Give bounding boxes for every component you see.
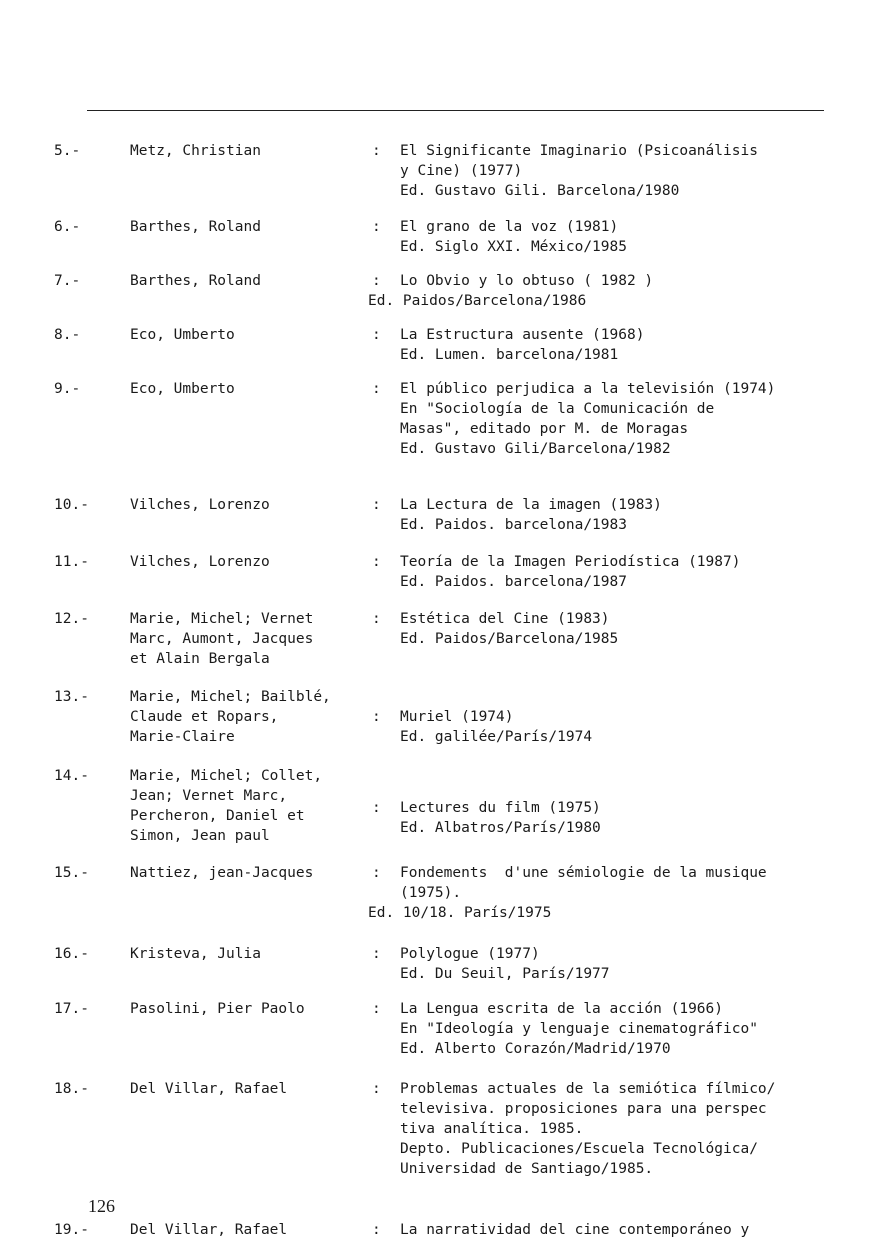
work-line: El grano de la voz (1981) bbox=[400, 219, 619, 235]
author-line: Simon, Jean paul bbox=[130, 828, 270, 844]
author-line: Del Villar, Rafael bbox=[130, 1081, 288, 1097]
reference-number: 5.- bbox=[54, 143, 81, 159]
reference-work bbox=[400, 1079, 860, 1179]
colon-separator: : bbox=[372, 497, 381, 513]
reference-author bbox=[130, 217, 370, 237]
reference-work bbox=[400, 999, 860, 1059]
author-line: Eco, Umberto bbox=[130, 381, 235, 397]
work-line: Ed. Paidos. barcelona/1987 bbox=[400, 574, 627, 590]
work-line: El público perjudica a la televisión (1974) bbox=[400, 381, 776, 397]
colon-separator: : bbox=[372, 1222, 381, 1238]
reference-author bbox=[130, 609, 370, 669]
reference-number: 6.- bbox=[54, 219, 81, 235]
colon-separator: : bbox=[372, 865, 381, 881]
author-line: Marie-Claire bbox=[130, 729, 235, 745]
work-line: Estética del Cine (1983) bbox=[400, 611, 610, 627]
work-line: Ed. Du Seuil, París/1977 bbox=[400, 966, 610, 982]
colon-separator: : bbox=[372, 1081, 381, 1097]
colon-separator: : bbox=[372, 143, 381, 159]
work-line: Ed. Gustavo Gili/Barcelona/1982 bbox=[400, 441, 671, 457]
colon-separator: : bbox=[372, 709, 381, 725]
work-line: Ed. Gustavo Gili. Barcelona/1980 bbox=[400, 183, 680, 199]
work-line: Masas", editado por M. de Moragas bbox=[400, 421, 689, 437]
colon-separator: : bbox=[372, 946, 381, 962]
work-line: En "Ideología y lenguaje cinematográfico" bbox=[400, 1021, 758, 1037]
colon-separator: : bbox=[372, 273, 381, 289]
work-line: La Lectura de la imagen (1983) bbox=[400, 497, 662, 513]
work-line: Fondements d'une sémiologie de la musique bbox=[400, 865, 767, 881]
reference-author bbox=[130, 766, 370, 846]
reference-work bbox=[400, 552, 860, 592]
reference-work bbox=[400, 944, 860, 984]
author-line: Vilches, Lorenzo bbox=[130, 497, 270, 513]
work-line: La Lengua escrita de la acción (1966) bbox=[400, 1001, 724, 1017]
work-line: Problemas actuales de la semiótica fílmico/ bbox=[400, 1081, 776, 1097]
work-line: El Significante Imaginario (Psicoanálisis bbox=[400, 143, 758, 159]
author-line: Eco, Umberto bbox=[130, 327, 235, 343]
work-line: Depto. Publicaciones/Escuela Tecnológica/ bbox=[400, 1141, 758, 1157]
reference-number: 17.- bbox=[54, 1001, 89, 1017]
author-line: Claude et Ropars, bbox=[130, 709, 279, 725]
reference-work bbox=[400, 495, 860, 535]
author-line: Jean; Vernet Marc, bbox=[130, 788, 288, 804]
reference-number: 12.- bbox=[54, 611, 89, 627]
reference-number: 19.- bbox=[54, 1222, 89, 1238]
reference-author bbox=[130, 687, 370, 747]
reference-work bbox=[400, 217, 860, 257]
reference-work bbox=[368, 863, 860, 923]
work-line: Ed. Paidos/Barcelona/1986 bbox=[368, 293, 587, 309]
colon-separator: : bbox=[372, 554, 381, 570]
reference-author bbox=[130, 863, 370, 883]
author-line: Del Villar, Rafael bbox=[130, 1222, 288, 1238]
reference-work bbox=[400, 1220, 860, 1240]
work-line: Ed. Paidos. barcelona/1983 bbox=[400, 517, 627, 533]
work-line: y Cine) (1977) bbox=[400, 163, 523, 179]
author-line: Marie, Michel; Bailblé, bbox=[130, 689, 331, 705]
author-line: Marie, Michel; Vernet bbox=[130, 611, 314, 627]
reference-number: 15.- bbox=[54, 865, 89, 881]
reference-work bbox=[368, 271, 860, 311]
reference-author bbox=[130, 379, 370, 399]
reference-author bbox=[130, 495, 370, 515]
author-line: Kristeva, Julia bbox=[130, 946, 261, 962]
work-line: Ed. Paidos/Barcelona/1985 bbox=[400, 631, 619, 647]
reference-author bbox=[130, 325, 370, 345]
author-line: Barthes, Roland bbox=[130, 219, 261, 235]
work-line: Teoría de la Imagen Periodística (1987) bbox=[400, 554, 741, 570]
colon-separator: : bbox=[372, 219, 381, 235]
author-line: Nattiez, jean-Jacques bbox=[130, 865, 314, 881]
reference-number: 8.- bbox=[54, 327, 81, 343]
reference-work bbox=[400, 379, 860, 459]
reference-number: 9.- bbox=[54, 381, 81, 397]
reference-work bbox=[400, 325, 860, 365]
reference-number: 7.- bbox=[54, 273, 81, 289]
reference-author bbox=[130, 1220, 370, 1240]
author-line: Marc, Aumont, Jacques bbox=[130, 631, 314, 647]
author-line: Percheron, Daniel et bbox=[130, 808, 305, 824]
reference-work bbox=[400, 609, 860, 649]
work-line: La Estructura ausente (1968) bbox=[400, 327, 645, 343]
reference-author bbox=[130, 552, 370, 572]
author-line: Barthes, Roland bbox=[130, 273, 261, 289]
author-line: Vilches, Lorenzo bbox=[130, 554, 270, 570]
page-number: 126 bbox=[88, 1196, 115, 1216]
work-line: Muriel (1974) bbox=[400, 709, 514, 725]
reference-number: 10.- bbox=[54, 497, 89, 513]
reference-author bbox=[130, 944, 370, 964]
work-line: Lectures du film (1975) bbox=[400, 800, 601, 816]
reference-author bbox=[130, 271, 370, 291]
colon-separator: : bbox=[372, 381, 381, 397]
colon-separator: : bbox=[372, 611, 381, 627]
work-line: En "Sociología de la Comunicación de bbox=[400, 401, 715, 417]
reference-author bbox=[130, 999, 370, 1019]
work-line: Ed. Albatros/París/1980 bbox=[400, 820, 601, 836]
reference-number: 14.- bbox=[54, 768, 89, 784]
work-line: Ed. Alberto Corazón/Madrid/1970 bbox=[400, 1041, 671, 1057]
author-line: Metz, Christian bbox=[130, 143, 261, 159]
reference-author bbox=[130, 141, 370, 161]
reference-number: 16.- bbox=[54, 946, 89, 962]
reference-number: 18.- bbox=[54, 1081, 89, 1097]
work-line: Ed. Siglo XXI. México/1985 bbox=[400, 239, 627, 255]
reference-number: 11.- bbox=[54, 554, 89, 570]
reference-work bbox=[400, 707, 860, 747]
work-line: Ed. galilée/París/1974 bbox=[400, 729, 593, 745]
author-line: Pasolini, Pier Paolo bbox=[130, 1001, 305, 1017]
work-line: Ed. Lumen. barcelona/1981 bbox=[400, 347, 619, 363]
work-line: (1975). bbox=[400, 885, 462, 901]
reference-number: 13.- bbox=[54, 689, 89, 705]
work-line: Lo Obvio y lo obtuso ( 1982 ) bbox=[400, 273, 654, 289]
reference-author bbox=[130, 1079, 370, 1099]
work-line: La narratividad del cine contemporáneo y bbox=[400, 1222, 750, 1238]
author-line: Marie, Michel; Collet, bbox=[130, 768, 323, 784]
reference-work bbox=[400, 798, 860, 838]
work-line: televisiva. proposiciones para una perspec bbox=[400, 1101, 767, 1117]
work-line: tiva analítica. 1985. bbox=[400, 1121, 584, 1137]
colon-separator: : bbox=[372, 327, 381, 343]
work-line: Ed. 10/18. París/1975 bbox=[368, 905, 552, 921]
colon-separator: : bbox=[372, 800, 381, 816]
author-line: et Alain Bergala bbox=[130, 651, 270, 667]
reference-work bbox=[400, 141, 860, 201]
work-line: Universidad de Santiago/1985. bbox=[400, 1161, 654, 1177]
colon-separator: : bbox=[372, 1001, 381, 1017]
work-line: Polylogue (1977) bbox=[400, 946, 540, 962]
